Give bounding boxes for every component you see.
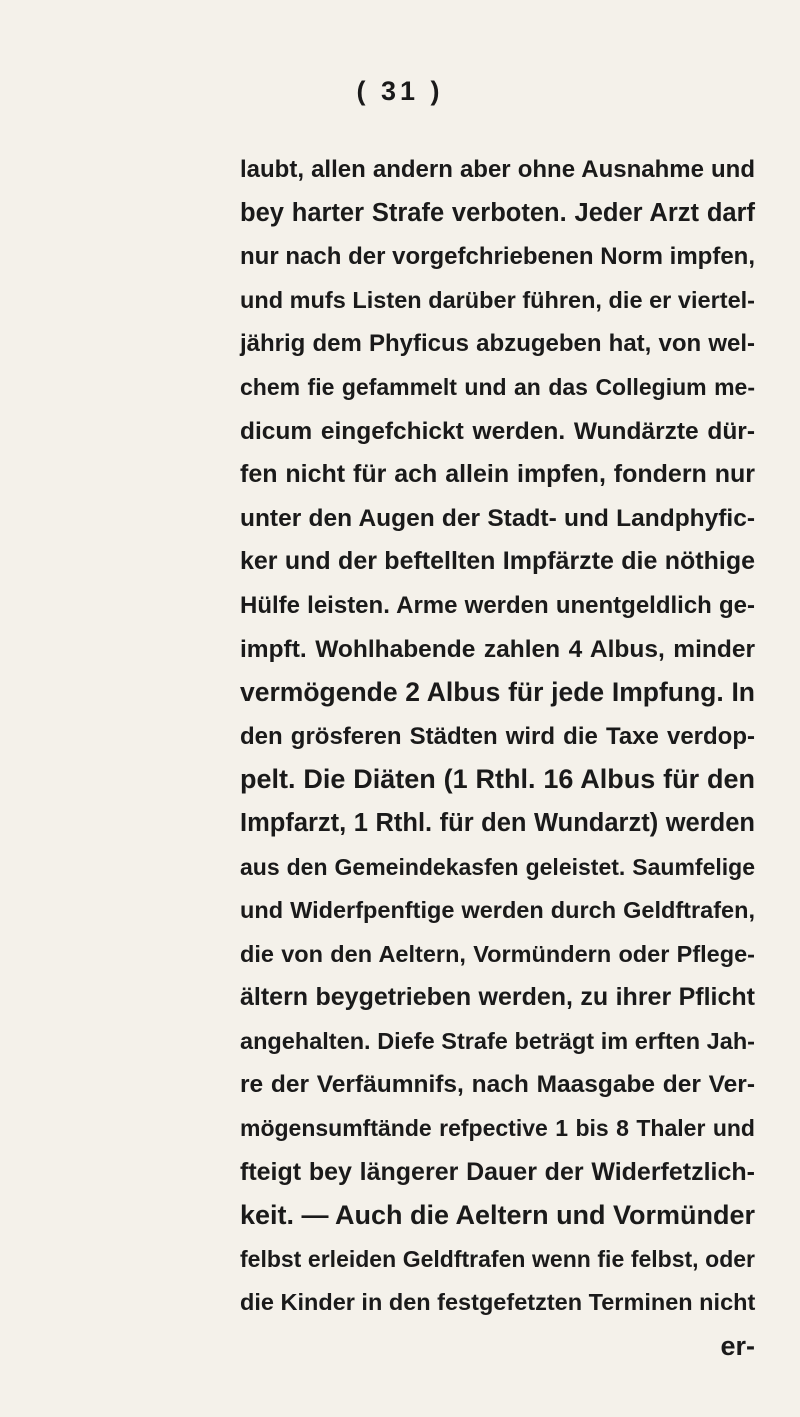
text-line: laubt, allen andern aber ohne Ausnahme und [240, 156, 755, 183]
text-line: Impfarzt, 1 Rthl. für den Wundarzt) werden [240, 808, 755, 837]
text-line: und Widerfpenftige werden durch Geldftrafen, [240, 897, 755, 924]
text-line: jährig dem Phyficus abzugeben hat, von wel- [240, 330, 755, 358]
text-line: impft. Wohlhabende zahlen 4 Albus, minder [240, 635, 755, 663]
text-line: chem fie gefammelt und an das Collegium me- [240, 373, 755, 400]
text-line: ältern beygetrieben werden, zu ihrer Pflicht [240, 983, 755, 1012]
text-line: unter den Augen der Stadt- und Landphyfic- [240, 504, 755, 532]
catchword: er- [720, 1331, 755, 1362]
text-line: aus den Gemeindekasfen geleistet. Saumfelige [240, 853, 755, 880]
text-line: Hülfe leisten. Arme werden unentgeldlich ge- [240, 591, 755, 619]
text-line: pelt. Die Diäten (1 Rthl. 16 Albus für den [240, 764, 755, 795]
text-line: dicum eingefchickt werden. Wundärzte dür- [240, 417, 755, 445]
text-line: die von den Aeltern, Vormündern oder Pflege- [240, 940, 755, 967]
text-line: den grösferen Städten wird die Taxe verdop- [240, 722, 755, 750]
text-line: die Kinder in den festgefetzten Terminen nicht [240, 1289, 756, 1316]
text-line: keit. — Auch die Aeltern und Vormünder [240, 1200, 756, 1231]
text-line: fteigt bey längerer Dauer der Widerfetzlich- [240, 1157, 755, 1186]
text-line: und mufs Listen darüber führen, die er viertel- [240, 286, 755, 313]
text-line: re der Verfäumnifs, nach Maasgabe der Ver- [240, 1071, 755, 1099]
text-line: nur nach der vorgefchriebenen Norm impfen, [240, 243, 755, 271]
text-line: ker und der beftellten Impfärzte die nöthige [240, 547, 755, 576]
text-line: mögensumftände refpective 1 bis 8 Thaler und [240, 1115, 755, 1142]
text-line: fen nicht für ach allein impfen, fondern nur [240, 460, 755, 489]
text-line: vermögende 2 Albus für jede Impfung. In [240, 677, 755, 708]
page-number: ( 31 ) [356, 76, 444, 106]
text-line: felbst erleiden Geldftrafen wenn fie felbst, oder [240, 1245, 755, 1272]
text-line: angehalten. Diefe Strafe beträgt im erften Jah- [240, 1027, 755, 1054]
body-text [240, 148, 755, 1369]
text-line: bey harter Strafe verboten. Jeder Arzt darf [240, 198, 755, 227]
